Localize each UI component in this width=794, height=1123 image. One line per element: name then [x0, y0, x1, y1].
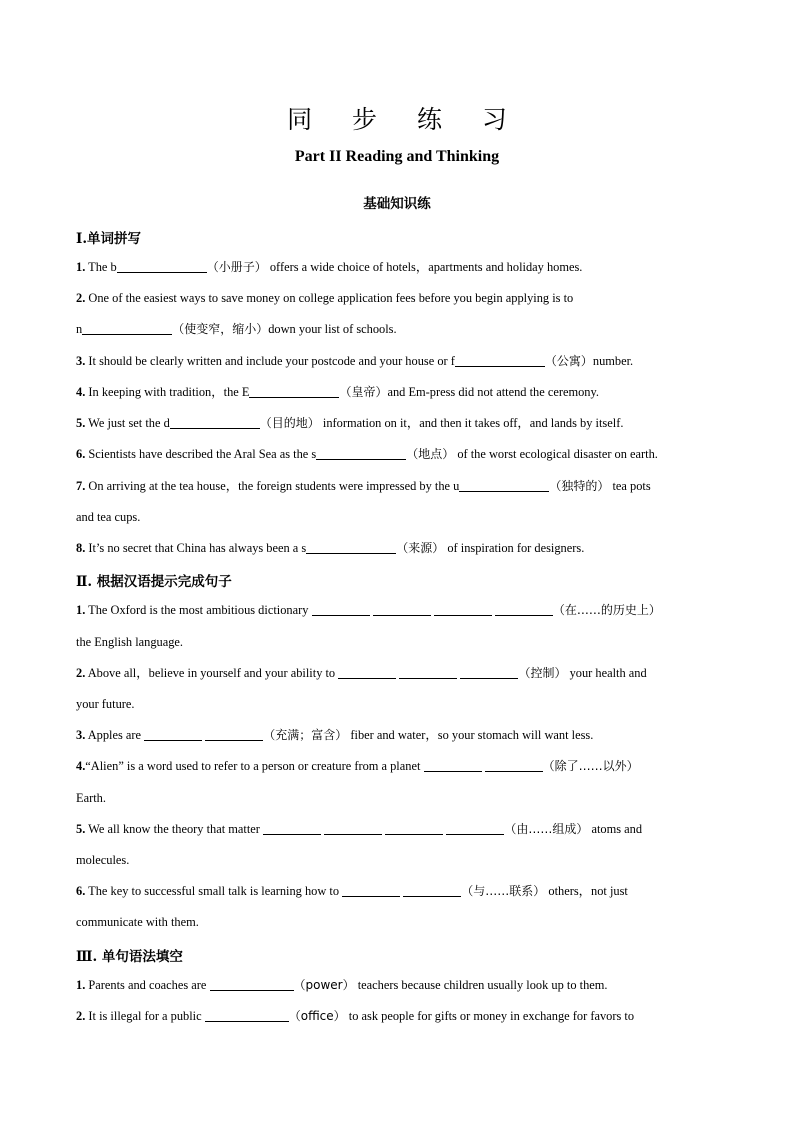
- translation-question-4-continued: Earth.: [76, 791, 106, 805]
- answer-blank[interactable]: [117, 258, 207, 273]
- answer-blank[interactable]: [263, 820, 321, 835]
- answer-blank[interactable]: [495, 601, 553, 616]
- translation-question-5-continued: molecules.: [76, 853, 130, 867]
- answer-blank[interactable]: [205, 726, 263, 741]
- answer-blank[interactable]: [144, 726, 202, 741]
- spelling-question-5: 5. We just set the d （目的地） information on it，and then it takes off，and lands by itself.: [76, 416, 624, 430]
- translation-question-3: 3. Apples are （充满；富含） fiber and water，so your stomach will want less.: [76, 728, 594, 742]
- answer-blank[interactable]: [312, 601, 370, 616]
- answer-blank[interactable]: [324, 820, 382, 835]
- answer-blank[interactable]: [170, 414, 260, 429]
- translation-question-4: 4.“Alien” is a word used to refer to a person or creature from a planet （除了……以外）: [76, 759, 639, 773]
- section-heading-translation: Ⅱ. 根据汉语提示完成句子: [76, 574, 232, 590]
- translation-question-1: 1. The Oxford is the most ambitious dictionary （在……的历史上）: [76, 603, 661, 617]
- answer-blank[interactable]: [205, 1007, 289, 1022]
- translation-question-1-continued: the English language.: [76, 635, 184, 649]
- page-subtitle: Part II Reading and Thinking: [294, 148, 500, 165]
- page-title: 同 步 练 习: [287, 105, 523, 134]
- answer-blank[interactable]: [306, 539, 396, 554]
- answer-blank[interactable]: [403, 882, 461, 897]
- answer-blank[interactable]: [82, 320, 172, 335]
- spelling-question-1: 1. The b （小册子） offers a wide choice of hotels，apartments and holiday homes.: [76, 260, 583, 274]
- answer-blank[interactable]: [460, 664, 518, 679]
- level-heading: 基础知识练: [363, 196, 431, 212]
- answer-blank[interactable]: [455, 352, 545, 367]
- spelling-question-6: 6. Scientists have described the Aral Sea as the s （地点） of the worst ecological disaster on earth.: [76, 447, 658, 461]
- answer-blank[interactable]: [338, 664, 396, 679]
- answer-blank[interactable]: [316, 445, 406, 460]
- spelling-question-2-continued: n （使变窄，缩小）down your list of schools.: [76, 322, 397, 336]
- translation-question-5: 5. We all know the theory that matter （由……组成） atoms and: [76, 822, 643, 836]
- answer-blank[interactable]: [434, 601, 492, 616]
- answer-blank[interactable]: [385, 820, 443, 835]
- spelling-question-2: 2. One of the easiest ways to save money on college application fees before you begin applying is to: [76, 291, 574, 305]
- spelling-question-3: 3. It should be clearly written and include your postcode and your house or f （公寓）number.: [76, 354, 634, 368]
- section-heading-spelling: Ⅰ.单词拼写: [76, 231, 142, 247]
- translation-question-6-continued: communicate with them.: [76, 915, 199, 929]
- spelling-question-7: 7. On arriving at the tea house，the foreign students were impressed by the u （独特的） tea pots: [76, 479, 651, 493]
- translation-question-2: 2. Above all，believe in yourself and your ability to （控制） your health and: [76, 666, 647, 680]
- grammar-question-1: 1. Parents and coaches are （power） teachers because children usually look up to them.: [76, 978, 608, 992]
- answer-blank[interactable]: [342, 882, 400, 897]
- translation-question-6: 6. The key to successful small talk is learning how to （与……联系） others，not just: [76, 884, 628, 898]
- spelling-question-8: 8. It’s no secret that China has always been a s （来源） of inspiration for designers.: [76, 541, 585, 555]
- answer-blank[interactable]: [399, 664, 457, 679]
- section-heading-grammar: Ⅲ. 单句语法填空: [76, 949, 183, 965]
- answer-blank[interactable]: [459, 477, 549, 492]
- grammar-question-2: 2. It is illegal for a public （office） to ask people for gifts or money in exchange for favors to: [76, 1009, 635, 1023]
- answer-blank[interactable]: [424, 757, 482, 772]
- answer-blank[interactable]: [373, 601, 431, 616]
- answer-blank[interactable]: [210, 976, 294, 991]
- answer-blank[interactable]: [446, 820, 504, 835]
- spelling-question-7-continued: and tea cups.: [76, 510, 141, 524]
- answer-blank[interactable]: [485, 757, 543, 772]
- spelling-question-4: 4. In keeping with tradition，the E （皇帝）and Em-press did not attend the ceremony.: [76, 385, 599, 399]
- translation-question-2-continued: your future.: [76, 697, 135, 711]
- answer-blank[interactable]: [249, 383, 339, 398]
